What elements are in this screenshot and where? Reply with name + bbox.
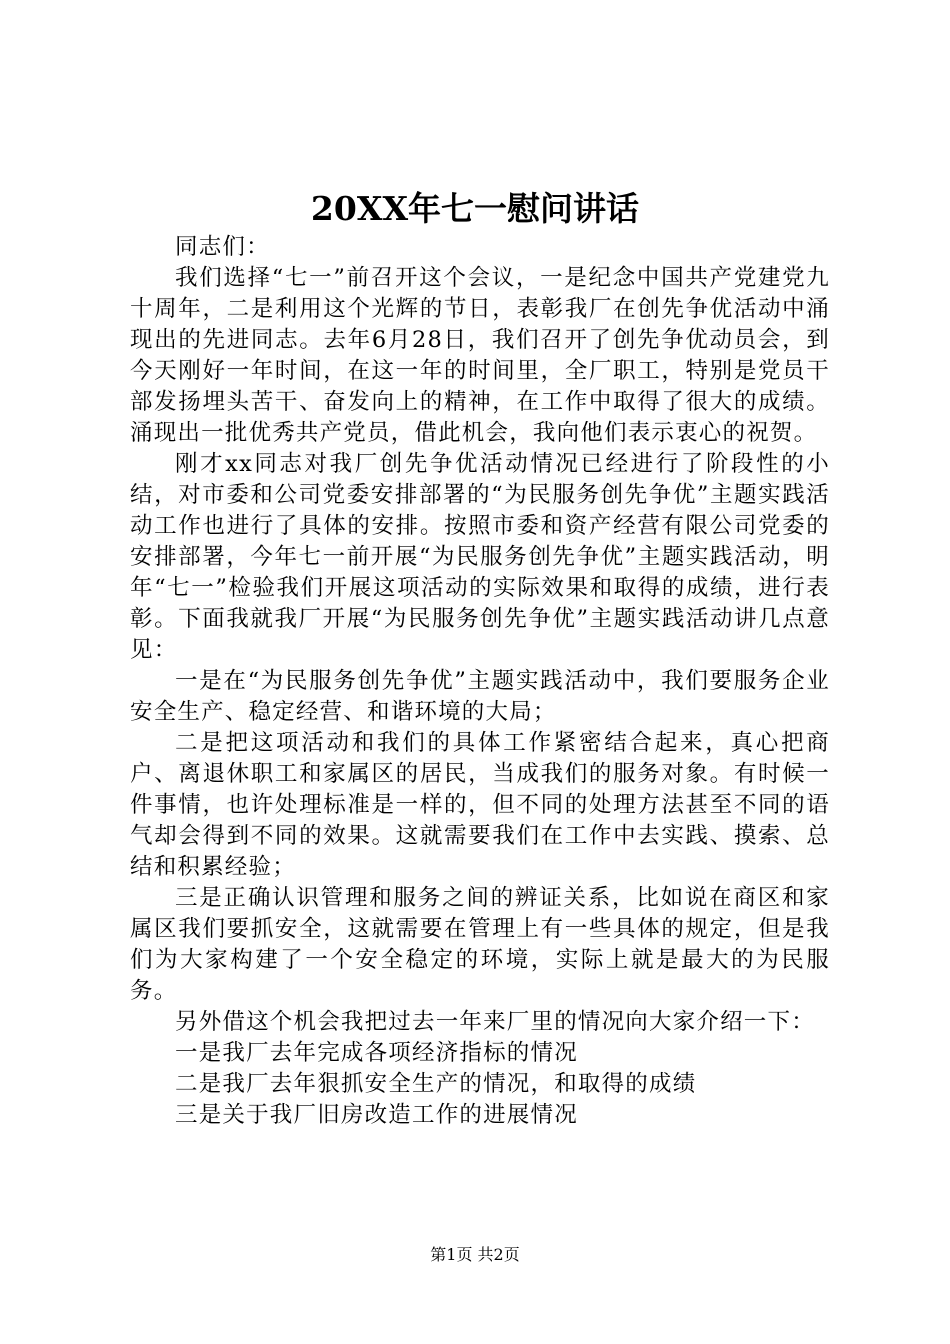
list-item: 三是关于我厂旧房改造工作的进展情况 <box>175 1102 578 1128</box>
paragraph: 一是在“为民服务创先争优”主题实践活动中，我们要服务企业安全生产、稳定经营、和谐环境的大局； <box>130 668 830 725</box>
paragraph: 三是正确认识管理和服务之间的辨证关系，比如说在商区和家属区我们要抓安全，这就需要在管理上有一些具体的规定，但是我们为大家构建了一个安全稳定的环境，实际上就是最大的为民服务。 <box>130 885 830 1004</box>
page-footer: 第1页 共2页 <box>430 1245 520 1264</box>
list-item: 一是我厂去年完成各项经济指标的情况 <box>175 1040 578 1066</box>
paragraph: 刚才xx同志对我厂创先争优活动情况已经进行了阶段性的小结，对市委和公司党委安排部署的“为民服务创先争优”主题实践活动工作也进行了具体的安排。按照市委和资产经营有限公司党委的安排部署，今年七一前开展“为民服务创先争优”主题实践活动，明年“七一”检验我们开展这项活动的实际效果和取得的成绩，进行表彰。下面我就我厂开展“为民服务创先争优”主题实践活动讲几点意见： <box>130 451 830 663</box>
paragraph: 我们选择“七一”前召开这个会议，一是纪念中国共产党建党九十周年，二是利用这个光辉的节日，表彰我厂在创先争优活动中涌现出的先进同志。去年6月28日，我们召开了创先争优动员会，到今天刚好一年时间，在这一年的时间里，全厂职工，特别是党员干部发扬埋头苦干、奋发向上的精神，在工作中取得了很大的成绩。涌现出一批优秀共产党员，借此机会，我向他们表示衷心的祝贺。 <box>130 265 830 446</box>
salutation: 同志们： <box>175 234 270 260</box>
document-title: 20XX年七一慰问讲话 <box>310 189 640 228</box>
list-item: 二是我厂去年狠抓安全生产的情况，和取得的成绩 <box>175 1071 697 1097</box>
document-body <box>130 232 830 1131</box>
paragraph: 二是把这项活动和我们的具体工作紧密结合起来，真心把商户、离退休职工和家属区的居民，当成我们的服务对象。有时候一件事情，也许处理标准是一样的，但不同的处理方法甚至不同的语气却会得到不同的效果。这就需要我们在工作中去实践、摸索、总结和积累经验； <box>130 730 830 880</box>
paragraph: 另外借这个机会我把过去一年来厂里的情况向大家介绍一下： <box>175 1009 815 1035</box>
